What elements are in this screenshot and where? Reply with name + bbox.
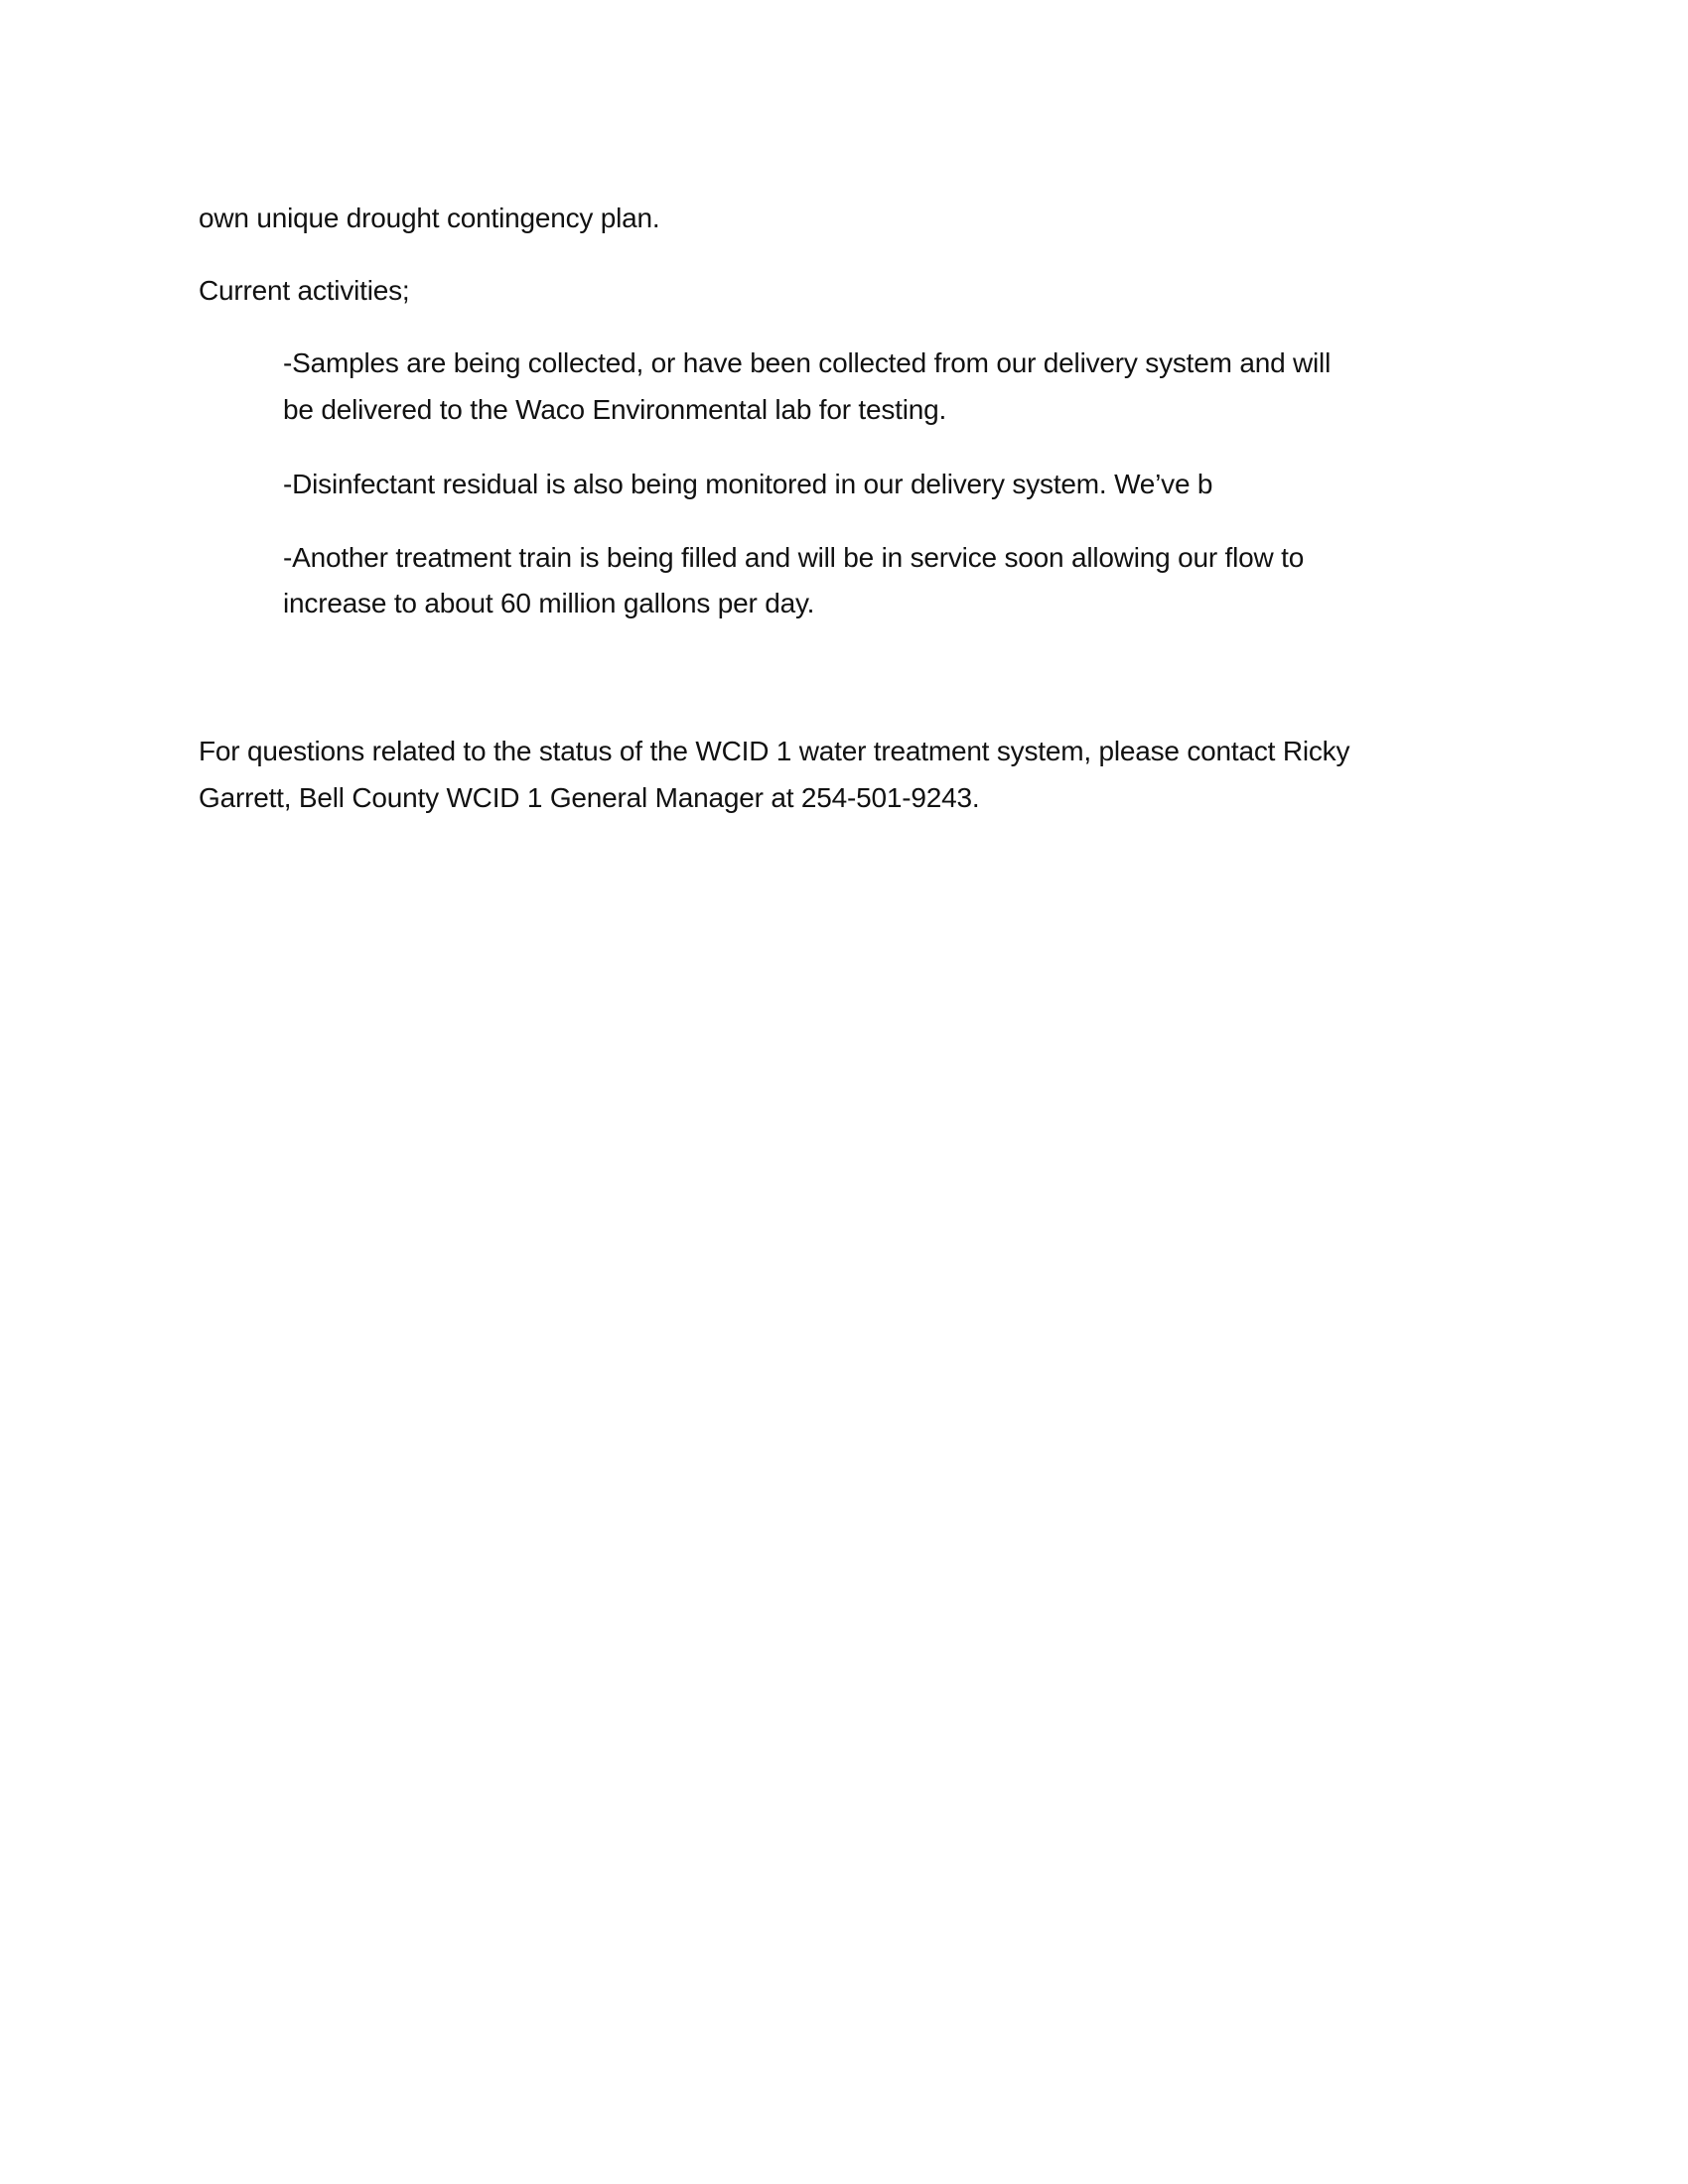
contact-line: For questions related to the status of the WCID 1 water treatment system, please contact Ricky (199, 736, 1350, 766)
activity-line: increase to about 60 million gallons per day. (283, 588, 815, 618)
current-activities-heading: Current activities; (199, 275, 410, 306)
activity-line: -Another treatment train is being filled and will be in service soon allowing our flow to (283, 542, 1305, 573)
activity-line: be delivered to the Waco Environmental lab for testing. (283, 394, 947, 425)
activity-line: -Disinfectant residual is also being monitored in our delivery system. We’ve b (283, 469, 1213, 499)
contact-line: Garrett, Bell County WCID 1 General Manager at 254-501-9243. (199, 782, 980, 813)
paragraph-drought-plan-tail: own unique drought contingency plan. (199, 203, 660, 233)
activity-line: -Samples are being collected, or have been collected from our delivery system and will (283, 347, 1332, 378)
